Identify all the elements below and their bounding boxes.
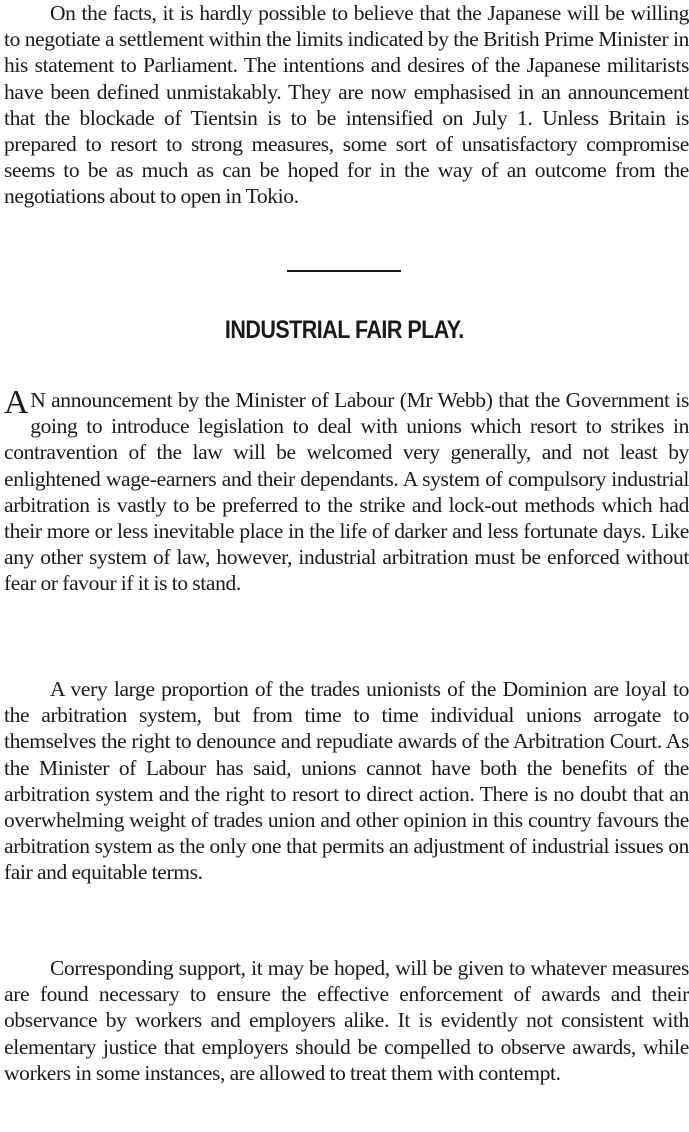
article-paragraph-1-text: N announcement by the Minister of Labour (Mr Webb) that the Government is going to introduce legislation to deal with unions which resort to strikes in contravention of the law will be welcomed very generally, and not least by enlightened wage-earners and their dependants. A system of compulsory industrial arbitration is vastly to be preferred to the strike and lock-out methods which had their more or less inevitable place in the life of darker and less fortunate days. Like any other system of law, however, industrial arbitration must be enforced without fear or favour if it is to stand. (4, 388, 689, 596)
article-paragraph-3: Corresponding support, it may be hoped, will be given to whatever measures are found necessary to ensure the effective enforcement of awards and their observance by workers and employers alike. It is evidently not consistent with elementary justice that employers should be compelled to observe awards, while workers in some instances, are allowed to treat them with contempt. (4, 956, 689, 1085)
intro-paragraph: On the facts, it is hardly possible to believe that the Japanese will be willing to negotiate a settlement within the limits indicated by the British Prime Minister in his statement to Parliament. The intentions and desires of the Japanese militarists have been defined unmistakably. They are now emphasised in an announcement that the blockade of Tientsin is to be intensified on July 1. Unless Britain is prepared to resort to strong measures, some sort of unsatisfactory compromise seems to be as much as can be hoped for in the way of an outcome from the negotiations about to open in Tokio. (4, 1, 689, 209)
section-divider (287, 270, 401, 272)
article-paragraph-1 (4, 384, 689, 597)
drop-cap: A (4, 384, 29, 421)
article-paragraph-2: A very large proportion of the trades unionists of the Dominion are loyal to the arbitration system, but from time to time individual unions arrogate to themselves the right to denounce and repudiate awards of the Arbitration Court. As the Minister of Labour has said, unions cannot have both the benefits of the arbitration system and the right to resort to direct action. There is no doubt that an overwhelming weight of trades union and other opinion in this country favours the arbitration system as the only one that permits an adjustment of industrial issues on fair and equitable terms. (4, 677, 689, 885)
article-heading: INDUSTRIAL FAIR PLAY. (224, 316, 464, 344)
